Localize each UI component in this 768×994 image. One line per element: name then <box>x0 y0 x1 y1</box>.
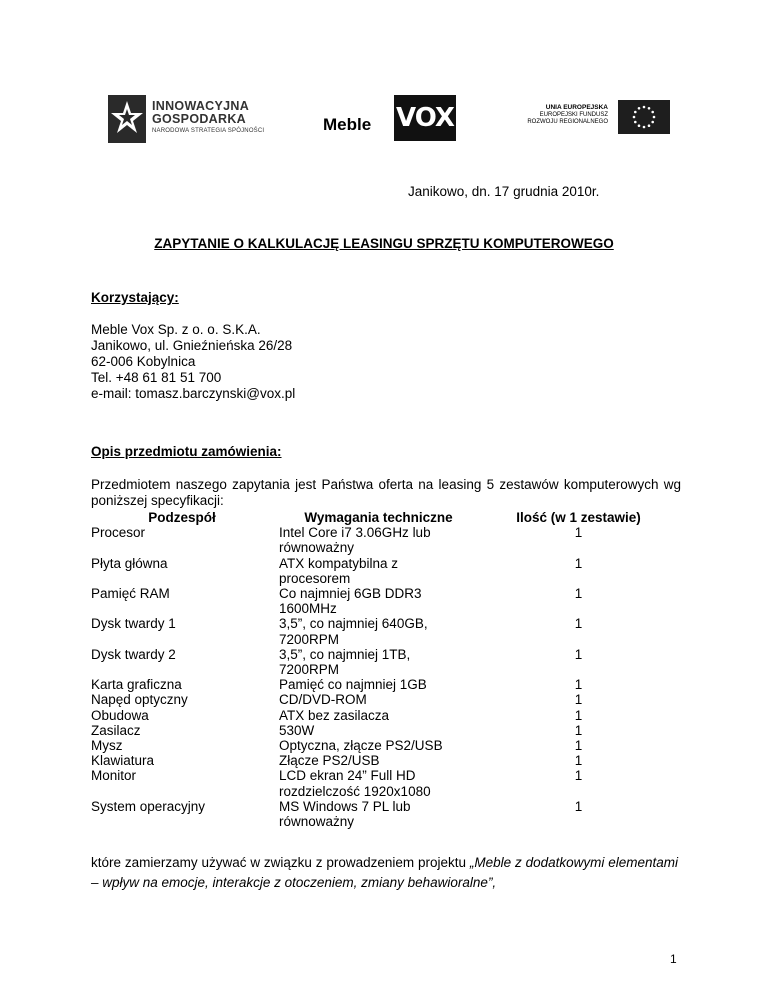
header-logos <box>0 95 768 155</box>
cell-quantity: 1 <box>574 692 583 708</box>
cell-part: Mysz <box>91 738 123 754</box>
requirement-line: 7200RPM <box>279 662 340 678</box>
cell-quantity: 1 <box>574 646 583 662</box>
vox-logo-text: VOX <box>394 95 456 141</box>
user-email: e-mail: tomasz.barczynski@vox.pl <box>91 386 296 401</box>
specification-table <box>88 510 676 829</box>
table-row <box>88 738 676 753</box>
eu-logo-line3: ROZWOJU REGIONALNEGO <box>527 119 608 125</box>
eu-flag-icon <box>618 100 670 134</box>
cell-part: Procesor <box>91 525 146 541</box>
meble-vox-logo <box>320 95 456 141</box>
table-row <box>88 799 676 829</box>
table-row <box>88 692 676 707</box>
table-row <box>88 723 676 738</box>
user-postal: 62-006 Kobylnica <box>91 354 196 369</box>
cell-part: Klawiatura <box>91 753 155 769</box>
closing-project-title: „Meble z dodatkowymi elementami – wpływ na emocje, interakcje z otoczeniem, zmiany behawioralne”, <box>91 855 678 890</box>
logo-text-line3: NARODOWA STRATEGIA SPÓJNOŚCI <box>152 128 265 134</box>
cell-part: Karta graficzna <box>91 677 182 693</box>
cell-quantity: 1 <box>574 753 583 769</box>
eu-logo-line2: EUROPEJSKI FUNDUSZ <box>539 112 608 118</box>
table-row <box>88 753 676 768</box>
cell-requirements <box>276 616 481 646</box>
requirement-line: Złącze PS2/USB <box>279 753 380 769</box>
cell-part: Obudowa <box>91 707 149 723</box>
date-line: Janikowo, dn. 17 grudnia 2010r. <box>408 184 600 199</box>
header-requirements: Wymagania techniczne <box>304 510 453 525</box>
requirement-line: LCD ekran 24” Full HD <box>279 768 416 784</box>
cell-quantity: 1 <box>574 707 583 723</box>
cell-quantity: 1 <box>574 677 583 693</box>
cell-requirements <box>276 586 481 616</box>
table-row <box>88 586 676 616</box>
table-row <box>88 768 676 798</box>
cell-part: Płyta główna <box>91 555 168 571</box>
cell-quantity: 1 <box>574 586 583 602</box>
requirement-line: 530W <box>279 722 315 738</box>
logo-text-line1: INNOWACYJNA <box>152 99 250 113</box>
cell-quantity: 1 <box>574 616 583 632</box>
requirement-line: ATX kompatybilna z <box>279 555 399 571</box>
cell-part: System operacyjny <box>91 798 206 814</box>
requirement-line: 7200RPM <box>279 631 340 647</box>
table-row <box>88 708 676 723</box>
requirement-line: procesorem <box>279 570 351 586</box>
cell-requirements <box>276 647 481 677</box>
user-phone: Tel. +48 61 81 51 700 <box>91 370 222 385</box>
table-header-row <box>88 510 676 525</box>
cell-requirements <box>276 692 481 707</box>
requirement-line: Intel Core i7 3.06GHz lub <box>279 525 431 541</box>
user-address: Janikowo, ul. Gnieźnieńska 26/28 <box>91 338 293 353</box>
header-quantity: Ilość (w 1 zestawie) <box>516 510 641 525</box>
table-row <box>88 556 676 586</box>
description-heading: Opis przedmiotu zamówienia: <box>91 444 282 459</box>
requirement-line: Co najmniej 6GB DDR3 <box>279 586 422 602</box>
star-icon <box>108 95 146 143</box>
requirement-line: 1600MHz <box>279 601 337 617</box>
table-row <box>88 647 676 677</box>
logo-text-line2: GOSPODARKA <box>152 112 246 126</box>
table-row <box>88 616 676 646</box>
user-name: Meble Vox Sp. z o. o. S.K.A. <box>91 322 261 337</box>
user-heading: Korzystający: <box>91 290 179 305</box>
eu-logo-line2-3 <box>527 112 608 126</box>
requirement-line: MS Windows 7 PL lub <box>279 798 411 814</box>
cell-part: Pamięć RAM <box>91 586 170 602</box>
document-title: ZAPYTANIE O KALKULACJĘ LEASINGU SPRZĘTU KOMPUTEROWEGO <box>154 236 614 251</box>
cell-quantity: 1 <box>574 555 583 571</box>
requirement-line: CD/DVD-ROM <box>279 692 367 708</box>
requirement-line: Optyczna, złącze PS2/USB <box>279 738 443 754</box>
requirement-line: rozdzielczość 1920x1080 <box>279 783 431 799</box>
cell-requirements <box>276 753 481 768</box>
cell-part: Dysk twardy 2 <box>91 646 176 662</box>
cell-part: Dysk twardy 1 <box>91 616 176 632</box>
requirement-line: równoważny <box>279 540 355 556</box>
eu-logo-line1: UNIA EUROPEJSKA <box>545 104 608 111</box>
cell-requirements <box>276 556 481 586</box>
eu-fund-logo <box>515 100 670 140</box>
cell-requirements <box>276 799 481 829</box>
innowacyjna-gospodarka-logo <box>108 95 278 145</box>
intro-paragraph: Przedmiotem naszego zapytania jest Państwa oferta na leasing 5 zestawów komputerowych wg poniższej specyfikacji: <box>91 477 681 508</box>
cell-quantity: 1 <box>574 768 583 784</box>
cell-quantity: 1 <box>574 525 583 541</box>
requirement-line: Pamięć co najmniej 1GB <box>279 677 427 693</box>
user-details <box>91 322 295 402</box>
cell-quantity: 1 <box>574 722 583 738</box>
cell-requirements <box>276 708 481 723</box>
table-row <box>88 525 676 555</box>
meble-logo-text: Meble <box>323 115 372 134</box>
cell-requirements <box>276 525 481 555</box>
cell-part: Zasilacz <box>91 722 141 738</box>
cell-requirements <box>276 723 481 738</box>
cell-quantity: 1 <box>574 738 583 754</box>
requirement-line: równoważny <box>279 814 355 830</box>
closing-plain: które zamierzamy używać w związku z prowadzeniem projektu <box>91 855 470 870</box>
cell-quantity: 1 <box>574 798 583 814</box>
table-row <box>88 677 676 692</box>
cell-requirements <box>276 677 481 692</box>
requirement-line: ATX bez zasilacza <box>279 707 390 723</box>
cell-requirements <box>276 768 481 798</box>
requirement-line: 3,5”, co najmniej 1TB, <box>279 646 411 662</box>
cell-part: Monitor <box>91 768 137 784</box>
closing-paragraph <box>91 853 678 893</box>
cell-requirements <box>276 738 481 753</box>
header-part: Podzespół <box>148 510 216 525</box>
cell-part: Napęd optyczny <box>91 692 188 708</box>
page-number: 1 <box>670 952 677 966</box>
requirement-line: 3,5”, co najmniej 640GB, <box>279 616 428 632</box>
